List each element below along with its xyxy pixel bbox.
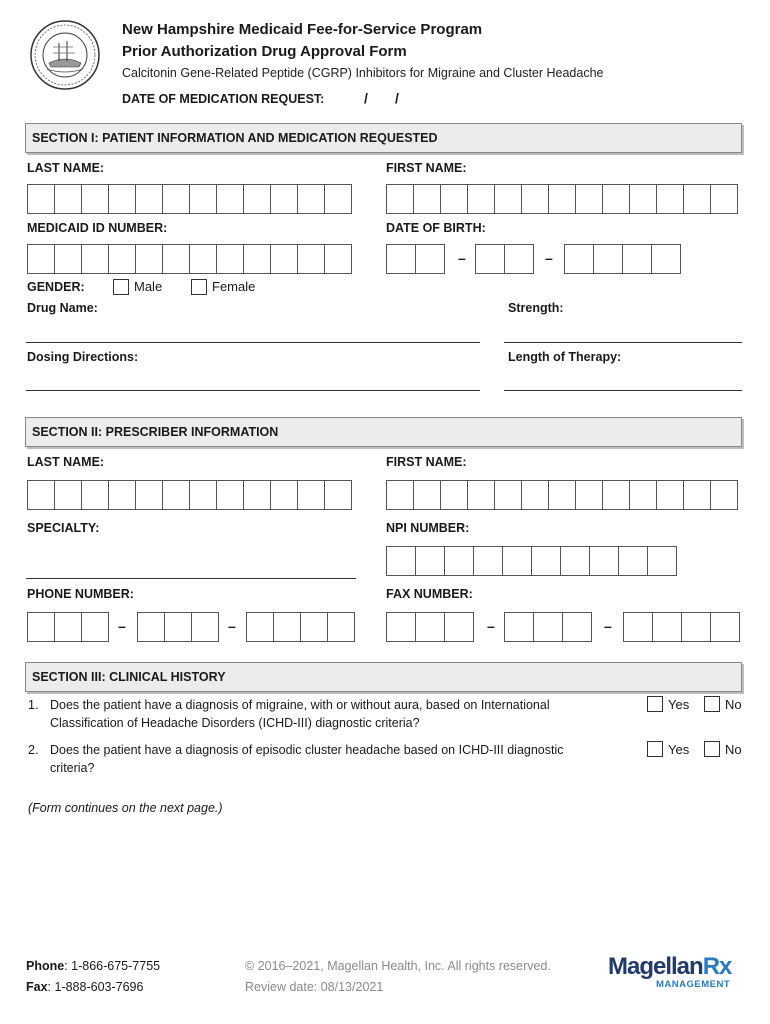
dob-dash-2: – [545, 250, 553, 266]
question-1-number: 1. [28, 698, 39, 712]
patient-last-name-label: LAST NAME: [27, 161, 105, 175]
medicaid-id-label: MEDICAID ID NUMBER: [27, 221, 168, 235]
dosing-directions-line[interactable] [26, 390, 480, 391]
fax-number-label: FAX NUMBER: [386, 587, 473, 601]
npi-label: NPI NUMBER: [386, 521, 470, 535]
prescriber-first-name-field[interactable] [386, 480, 738, 510]
dob-month-field[interactable] [386, 244, 445, 274]
dob-dash-1: – [458, 250, 466, 266]
gender-female-label: Female [212, 279, 256, 294]
gender-male-checkbox[interactable] [113, 279, 129, 295]
section-3-title: SECTION III: CLINICAL HISTORY [32, 670, 226, 684]
question-1-yes-checkbox[interactable] [647, 696, 663, 712]
section-3-header [25, 662, 742, 692]
question-2-yes-checkbox[interactable] [647, 741, 663, 757]
prescriber-first-name-label: FIRST NAME: [386, 455, 467, 469]
phone-dash-1: – [118, 618, 126, 634]
date-slash-1: / [364, 90, 368, 106]
length-of-therapy-label: Length of Therapy: [508, 350, 622, 364]
question-1-no-checkbox[interactable] [704, 696, 720, 712]
question-1-text-line2: Classification of Headache Disorders (ICHD-III) diagnostic criteria? [50, 716, 420, 730]
fax-line-field[interactable] [623, 612, 740, 642]
drug-name-line[interactable] [26, 342, 480, 343]
prescriber-last-name-field[interactable] [27, 480, 352, 510]
specialty-label: SPECIALTY: [27, 521, 100, 535]
logo-magellan-text: Magellan [608, 953, 703, 980]
gender-female-checkbox[interactable] [191, 279, 207, 295]
footer-phone-label: Phone [26, 959, 65, 973]
question-2-no-checkbox[interactable] [704, 741, 720, 757]
logo-management-text: MANAGEMENT [656, 979, 731, 990]
date-of-request-label: DATE OF MEDICATION REQUEST: [122, 92, 325, 106]
state-seal-icon [29, 19, 101, 91]
form-title-line2: Prior Authorization Drug Approval Form [122, 43, 407, 60]
logo-rx-text: Rx [702, 953, 732, 980]
footer-copyright: © 2016–2021, Magellan Health, Inc. All rights reserved. [245, 959, 551, 973]
question-1-no-label: No [725, 697, 742, 712]
phone-line-field[interactable] [246, 612, 355, 642]
footer-fax [26, 980, 143, 994]
form-title-line1: New Hampshire Medicaid Fee-for-Service Program [122, 21, 483, 38]
footer-phone [26, 959, 160, 973]
date-slash-2: / [395, 90, 399, 106]
gender-label: GENDER: [27, 280, 85, 294]
fax-area-code-field[interactable] [386, 612, 474, 642]
dob-day-field[interactable] [475, 244, 534, 274]
npi-field[interactable] [386, 546, 677, 576]
patient-last-name-field[interactable] [27, 184, 352, 214]
phone-prefix-field[interactable] [137, 612, 219, 642]
patient-first-name-field[interactable] [386, 184, 738, 214]
question-2-number: 2. [28, 743, 39, 757]
dob-label: DATE OF BIRTH: [386, 221, 486, 235]
phone-area-code-field[interactable] [27, 612, 109, 642]
footer-fax-value: : 1-888-603-7696 [47, 980, 144, 994]
strength-label: Strength: [508, 301, 564, 315]
footer-phone-value: : 1-866-675-7755 [64, 959, 161, 973]
section-2-title: SECTION II: PRESCRIBER INFORMATION [32, 425, 279, 439]
footer-review-date: Review date: 08/13/2021 [245, 980, 384, 994]
section-2-header [25, 417, 742, 447]
fax-dash-1: – [487, 618, 495, 634]
phone-dash-2: – [228, 618, 236, 634]
strength-line[interactable] [504, 342, 742, 343]
fax-prefix-field[interactable] [504, 612, 592, 642]
section-1-title: SECTION I: PATIENT INFORMATION AND MEDICATION REQUESTED [32, 131, 438, 145]
phone-number-label: PHONE NUMBER: [27, 587, 134, 601]
fax-dash-2: – [604, 618, 612, 634]
section-1-header [25, 123, 742, 153]
question-1-yes-label: Yes [668, 697, 690, 712]
question-2-yes-label: Yes [668, 742, 690, 757]
question-2-no-label: No [725, 742, 742, 757]
dosing-directions-label: Dosing Directions: [27, 350, 139, 364]
question-2-text-line1: Does the patient have a diagnosis of episodic cluster headache based on ICHD-III diagnostic [50, 743, 564, 757]
patient-first-name-label: FIRST NAME: [386, 161, 467, 175]
prescriber-last-name-label: LAST NAME: [27, 455, 105, 469]
specialty-line[interactable] [26, 578, 356, 579]
length-of-therapy-line[interactable] [504, 390, 742, 391]
footer-fax-label: Fax [26, 980, 48, 994]
question-1-text-line1: Does the patient have a diagnosis of migraine, with or without aura, based on International [50, 698, 550, 712]
magellan-rx-logo [608, 953, 738, 995]
form-continues-note: (Form continues on the next page.) [28, 801, 223, 815]
dob-year-field[interactable] [564, 244, 681, 274]
question-2-text-line2: criteria? [50, 761, 95, 775]
medicaid-id-field[interactable] [27, 244, 352, 274]
drug-name-label: Drug Name: [27, 301, 98, 315]
form-subtitle: Calcitonin Gene-Related Peptide (CGRP) Inhibitors for Migraine and Cluster Headache [122, 66, 604, 80]
gender-male-label: Male [134, 279, 163, 294]
